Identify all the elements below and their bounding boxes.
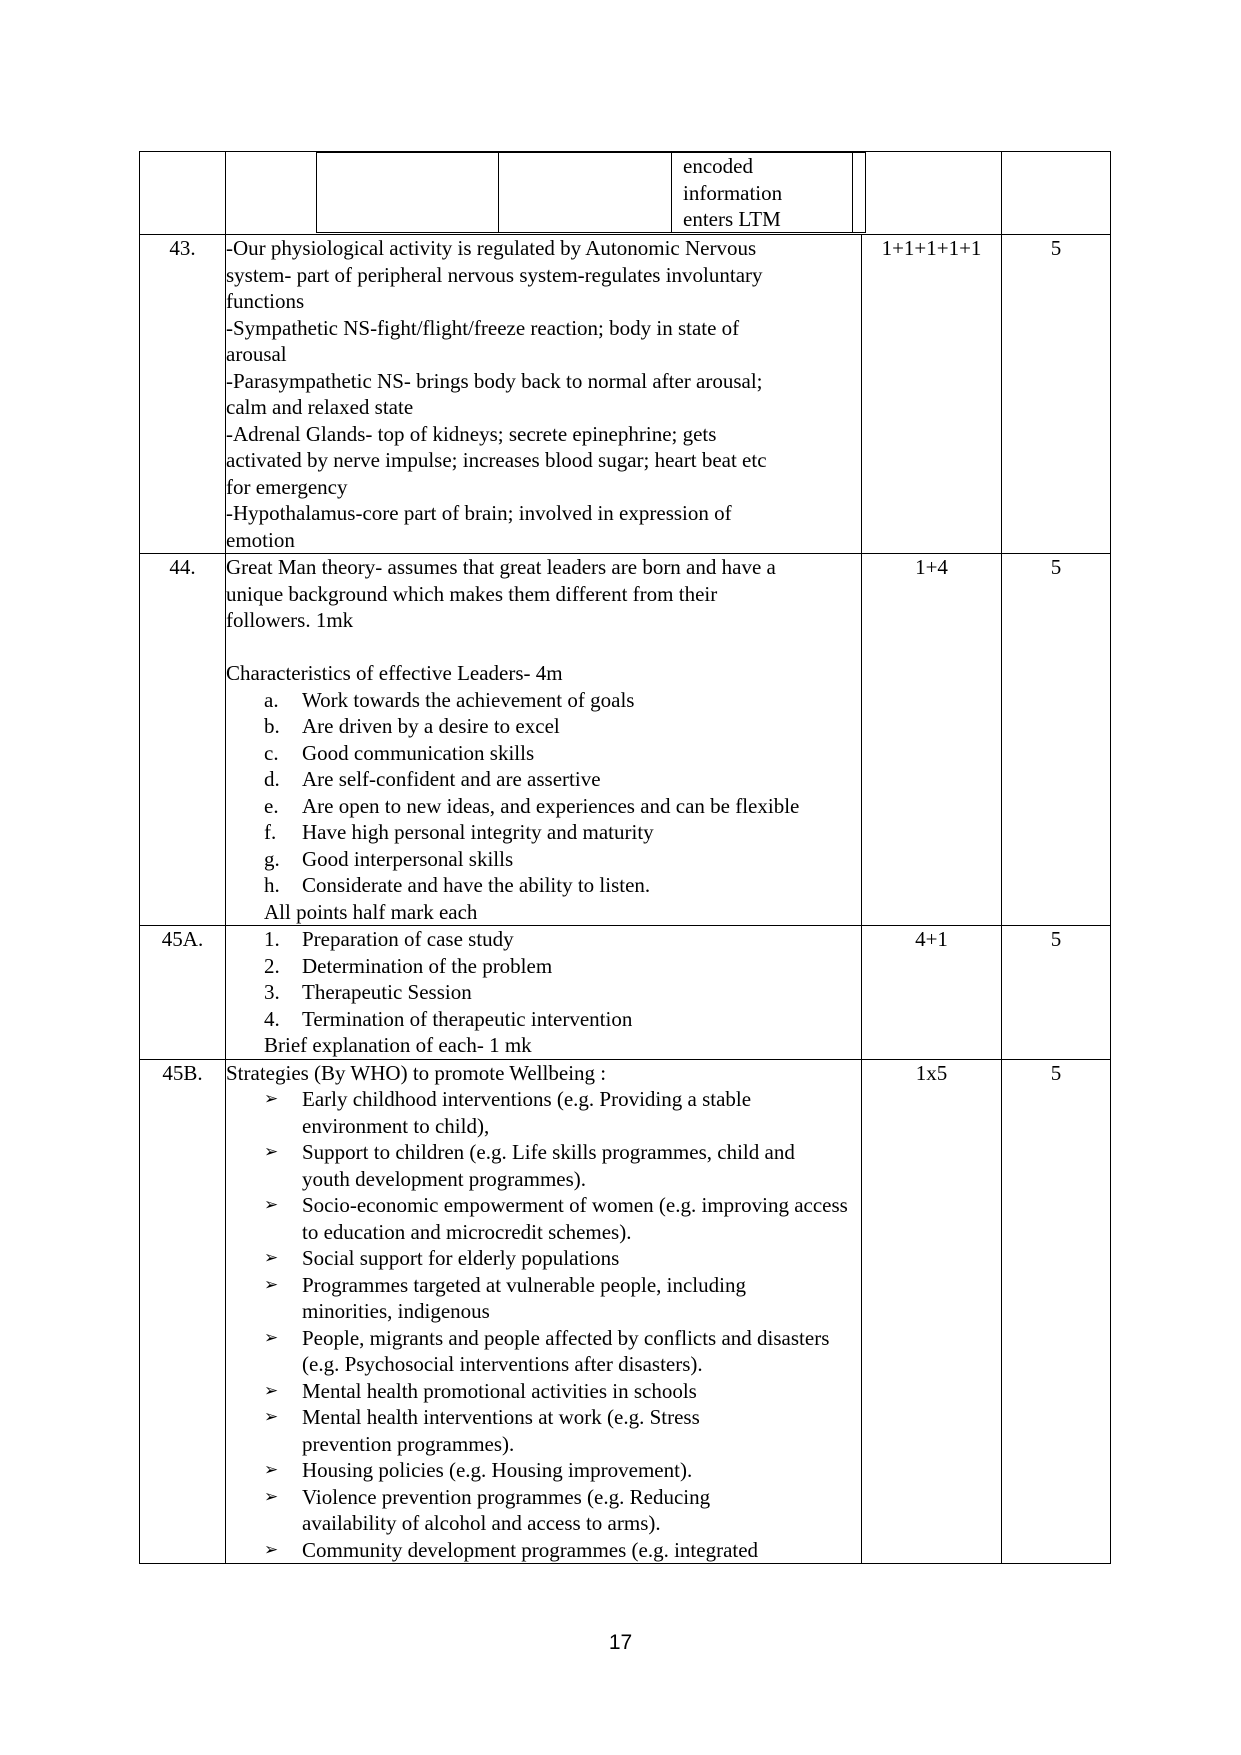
- nested-cell: [498, 152, 672, 233]
- list-item: [226, 687, 861, 714]
- answer-line: for emergency: [226, 474, 348, 499]
- list-item-text: Are driven by a desire to excel: [302, 714, 560, 738]
- answer-line: -Our physiological activity is regulated by Autonomic Nervous: [226, 236, 757, 260]
- total-marks: 5: [1002, 554, 1111, 926]
- list-item: [226, 1192, 861, 1245]
- list-marker: h.: [264, 873, 280, 897]
- list-item-text: Violence prevention programmes (e.g. Reducing availability of alcohol and access to arms).: [302, 1484, 711, 1535]
- list-item: [226, 1457, 861, 1484]
- total-marks: 5: [1002, 926, 1111, 1060]
- answer-line: -Sympathetic NS-fight/flight/freeze reaction; body in state of: [226, 315, 740, 340]
- answer-line: emotion: [226, 527, 295, 552]
- marking-note: Brief explanation of each- 1 mk: [264, 1033, 532, 1057]
- answer-line: unique background which makes them different from their: [226, 581, 718, 606]
- table-row-q45a: [140, 926, 1111, 1060]
- list-item: [226, 926, 861, 953]
- page-number: 17: [608, 1631, 633, 1654]
- nested-cell-ltm: [671, 152, 853, 233]
- answer-line: system- part of peripheral nervous system-regulates involuntary: [226, 262, 763, 287]
- answer-line: -Hypothalamus-core part of brain; involved in expression of: [226, 501, 732, 525]
- answer-cell: [226, 235, 862, 554]
- list-item: [226, 1272, 861, 1325]
- list-item-text: Socio-economic empowerment of women (e.g. improving access to education and microcredit schemes).: [302, 1193, 848, 1244]
- list-marker: d.: [264, 767, 280, 791]
- answer-line: followers. 1mk: [226, 608, 354, 632]
- list-item-text: Mental health promotional activities in schools: [302, 1378, 697, 1403]
- list-item: [226, 872, 861, 899]
- list-item-text: People, migrants and people affected by conflicts and disasters (e.g. Psychosocial interventions after disasters).: [302, 1325, 830, 1376]
- list-item: [226, 819, 861, 846]
- list-item-text: Early childhood interventions (e.g. Providing a stable environment to child),: [302, 1087, 752, 1138]
- list-marker: 3.: [264, 980, 280, 1004]
- list-item-text: Therapeutic Session: [302, 980, 472, 1004]
- list-item: [226, 1378, 861, 1405]
- list-marker: 2.: [264, 953, 280, 978]
- answer-line: -Adrenal Glands- top of kidneys; secrete epinephrine; gets: [226, 421, 717, 446]
- table-row-q45b: [140, 1059, 1111, 1564]
- list-marker: g.: [264, 846, 280, 871]
- list-item: [226, 1245, 861, 1272]
- mark-split: 4+1: [862, 926, 1002, 1060]
- list-item: [226, 953, 861, 980]
- nested-table: [316, 152, 938, 233]
- nested-text-line: information: [683, 180, 783, 205]
- table-row-q44: [140, 554, 1111, 926]
- question-number: 43.: [140, 235, 226, 554]
- list-item-text: Good communication skills: [302, 740, 535, 765]
- list-item: [226, 740, 861, 767]
- list-marker: f.: [264, 820, 277, 844]
- answer-cell: [226, 926, 862, 1060]
- answer-line: functions: [226, 289, 305, 313]
- list-item: [226, 713, 861, 740]
- mark-split: 1+4: [862, 554, 1002, 926]
- total-marks-cell: [1002, 152, 1111, 235]
- list-item-text: Good interpersonal skills: [302, 846, 514, 871]
- list-marker: a.: [264, 687, 279, 712]
- question-number: 45B.: [140, 1059, 226, 1564]
- list-item-text: Support to children (e.g. Life skills programmes, child and youth development programmes).: [302, 1140, 795, 1191]
- answer-line: -Parasympathetic NS- brings body back to normal after arousal;: [226, 368, 763, 393]
- arrow-bullet-icon: ➢: [264, 1460, 279, 1480]
- total-marks: 5: [1002, 235, 1111, 554]
- arrow-bullet-icon: ➢: [264, 1327, 279, 1348]
- list-item-text: Community development programmes (e.g. integrated: [302, 1537, 759, 1562]
- question-number-cell: [140, 152, 226, 235]
- marking-scheme-table: [139, 151, 1111, 1564]
- question-number: 45A.: [140, 926, 226, 1060]
- arrow-bullet-icon: ➢: [264, 1274, 279, 1295]
- list-item: [226, 1325, 861, 1378]
- list-item: [226, 793, 861, 820]
- list-item-text: Termination of therapeutic intervention: [302, 1006, 633, 1031]
- nested-text-line: encoded: [683, 154, 753, 178]
- arrow-bullet-icon: ➢: [264, 1195, 279, 1215]
- arrow-bullet-icon: ➢: [264, 1142, 279, 1162]
- list-item: [226, 766, 861, 793]
- answer-cell: [226, 1059, 862, 1564]
- therapy-steps-list: [226, 926, 861, 1032]
- list-item-text: Mental health interventions at work (e.g. Stress prevention programmes).: [302, 1405, 700, 1456]
- arrow-bullet-icon: ➢: [264, 1248, 279, 1268]
- list-item-text: Social support for elderly populations: [302, 1246, 620, 1270]
- list-marker: e.: [264, 793, 279, 818]
- list-item-text: Preparation of case study: [302, 927, 514, 951]
- answer-cell: [226, 554, 862, 926]
- list-item-text: Are open to new ideas, and experiences and can be flexible: [302, 793, 800, 818]
- list-item-text: Housing policies (e.g. Housing improvement).: [302, 1458, 693, 1482]
- marking-note: All points half mark each: [264, 899, 478, 924]
- nested-table-cell: [226, 152, 1002, 235]
- arrow-bullet-icon: ➢: [264, 1089, 279, 1109]
- list-item: [226, 1537, 861, 1564]
- list-item: [226, 1086, 861, 1139]
- nested-cell: [316, 152, 499, 233]
- list-item: [226, 1139, 861, 1192]
- list-item: [226, 1006, 861, 1033]
- list-heading: Characteristics of effective Leaders- 4m: [226, 661, 563, 685]
- arrow-bullet-icon: ➢: [264, 1380, 279, 1401]
- answer-line: calm and relaxed state: [226, 395, 414, 419]
- list-item-text: Are self-confident and are assertive: [302, 767, 601, 791]
- list-marker: b.: [264, 714, 280, 738]
- leader-characteristics-list: [226, 687, 861, 899]
- wellbeing-strategies-list: [226, 1086, 861, 1563]
- list-marker: 1.: [264, 927, 280, 951]
- list-item: [226, 1484, 861, 1537]
- list-item: [226, 846, 861, 873]
- question-number: 44.: [140, 554, 226, 926]
- list-item-text: Have high personal integrity and maturity: [302, 820, 654, 844]
- list-item-text: Programmes targeted at vulnerable people, including minorities, indigenous: [302, 1272, 746, 1323]
- nested-text-line: enters LTM: [683, 207, 781, 231]
- mark-split: 1+1+1+1+1: [862, 235, 1002, 554]
- answer-line: Great Man theory- assumes that great leaders are born and have a: [226, 555, 776, 579]
- list-item-text: Work towards the achievement of goals: [302, 687, 635, 712]
- list-item: [226, 1404, 861, 1457]
- table-row-continued: [140, 152, 1111, 235]
- arrow-bullet-icon: ➢: [264, 1407, 279, 1427]
- list-marker: 4.: [264, 1006, 280, 1031]
- list-marker: c.: [264, 740, 279, 765]
- total-marks: 5: [1002, 1059, 1111, 1564]
- answer-line: arousal: [226, 342, 287, 366]
- arrow-bullet-icon: ➢: [264, 1539, 279, 1560]
- table-row-q43: [140, 235, 1111, 554]
- mark-split: 1x5: [862, 1059, 1002, 1564]
- nested-cell-edge: [852, 152, 866, 233]
- arrow-bullet-icon: ➢: [264, 1486, 279, 1507]
- list-item-text: Determination of the problem: [302, 953, 553, 978]
- list-item-text: Considerate and have the ability to listen.: [302, 873, 651, 897]
- blank-line: [226, 634, 861, 661]
- list-heading: Strategies (By WHO) to promote Wellbeing :: [226, 1060, 607, 1085]
- list-item: [226, 979, 861, 1006]
- answer-line: activated by nerve impulse; increases blood sugar; heart beat etc: [226, 448, 767, 472]
